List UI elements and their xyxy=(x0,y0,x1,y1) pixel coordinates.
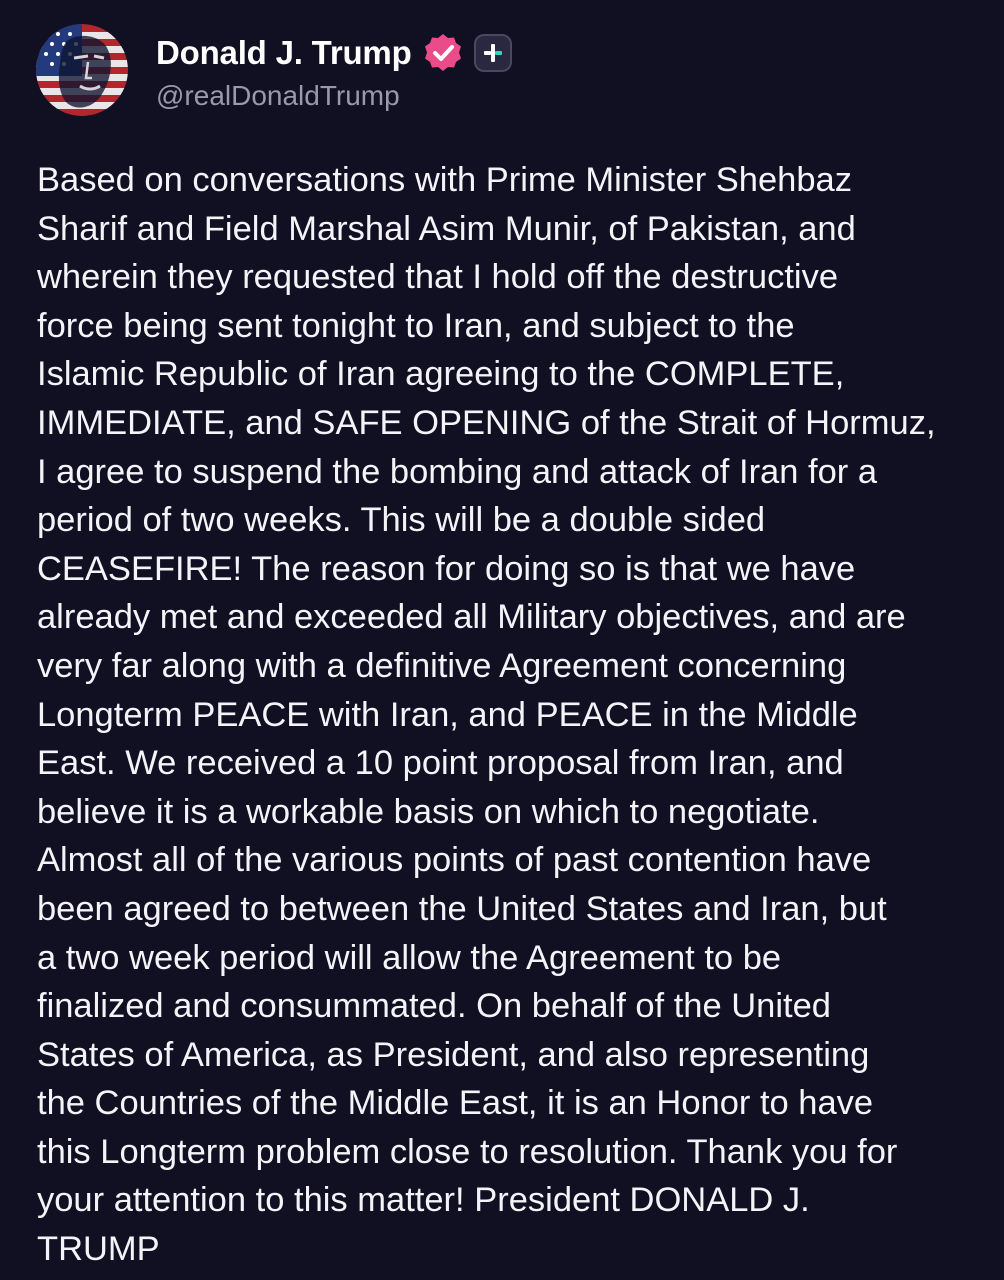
author-handle[interactable]: @realDonaldTrump xyxy=(156,80,400,111)
post-body-text: Based on conversations with Prime Minister Shehbaz Sharif and Field Marshal Asim Munir, of Pakistan, and wherein they requested that I hold off the destructive force being sent tonight to Iran, and subject to the Islamic Republic of Iran agreeing to the COMPLETE, IMMEDIATE, and SAFE OPENING of the Strait of Hormuz, I agree to suspend the bombing and attack of Iran for a period of two weeks. This will be a double sided CEASEFIRE! The reason for doing so is that we have already met and exceeded all Military objectives, and are very far along with a definitive Agreement concerning Longterm PEACE with Iran, and PEACE in the Middle East. We received a 10 point proposal from Iran, and believe it is a workable basis on which to negotiate. Almost all of the various points of past contention have been agreed to between the United States and Iran, but a two week period will allow the Agreement to be finalized and consummated. On behalf of the United States of America, as President, and also representing the Countries of the Middle East, it is an Honor to have this Longterm problem close to resolution. Thank you for your attention to this matter! President DONALD J. TRUMP xyxy=(37,161,936,1269)
verified-badge-icon xyxy=(422,32,464,74)
author-display-name[interactable]: Donald J. Trump xyxy=(156,34,412,71)
avatar-image xyxy=(36,24,128,116)
profile-avatar[interactable] xyxy=(36,24,128,116)
name-row xyxy=(156,30,512,76)
plus-badge-icon[interactable] xyxy=(474,34,512,72)
author-block xyxy=(156,30,512,112)
